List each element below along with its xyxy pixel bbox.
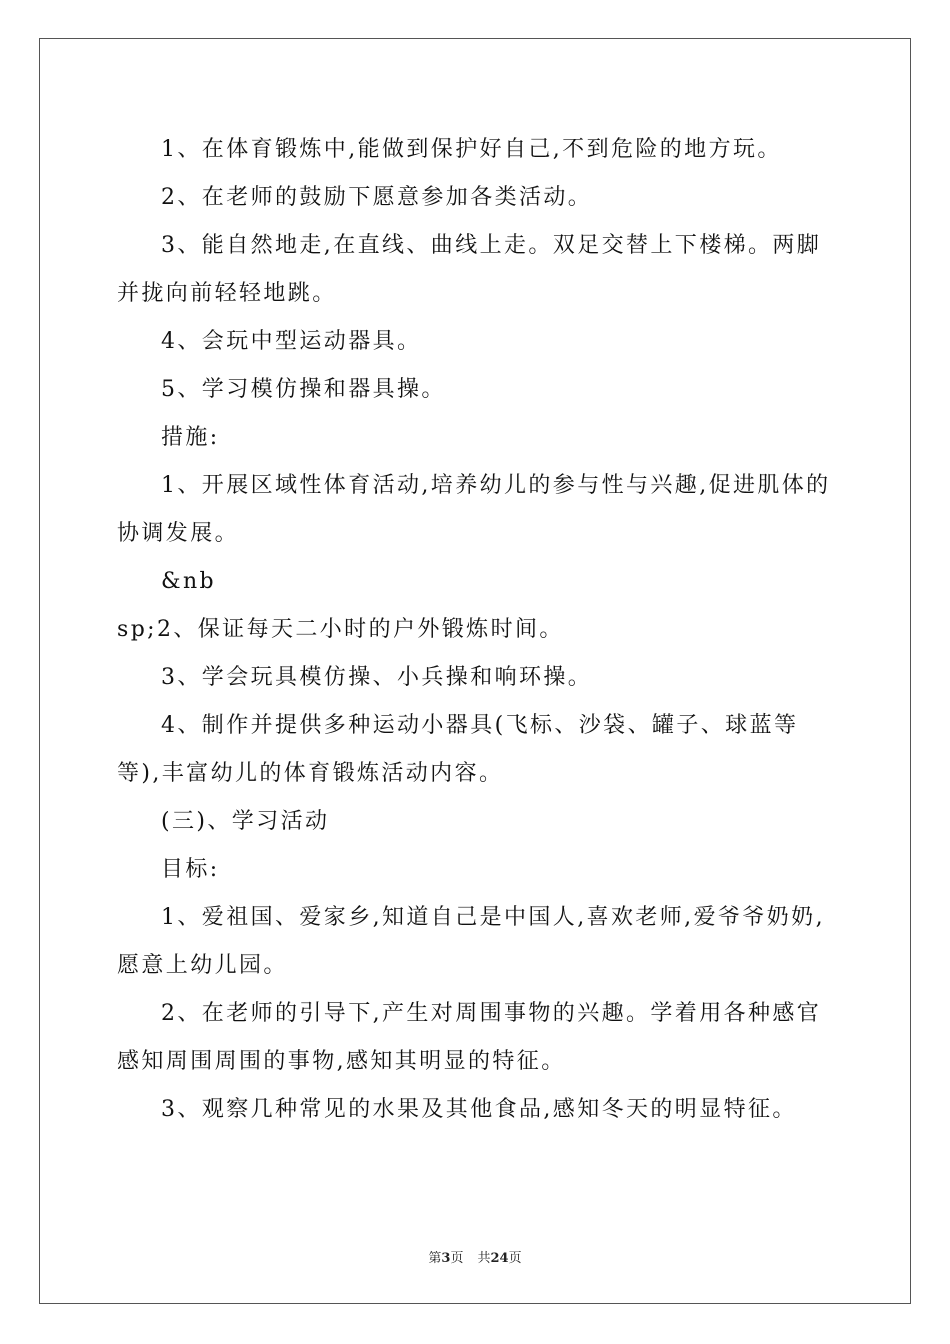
- paragraph: 3、观察几种常见的水果及其他食品,感知冬天的明显特征。: [161, 1097, 797, 1122]
- paragraph: 4、制作并提供多种运动小器具(飞标、沙袋、罐子、球蓝等等),丰富幼儿的体育锻炼活动内容。: [117, 713, 799, 786]
- paragraph: 2、在老师的引导下,产生对周围事物的兴趣。学着用各种感官感知周围周围的事物,感知其明显的特征。: [117, 1001, 822, 1074]
- paragraph: 3、能自然地走,在直线、曲线上走。双足交替上下楼梯。两脚并拢向前轻轻地跳。: [117, 233, 822, 306]
- footer-page-prefix: 第: [428, 1251, 442, 1266]
- document-body: [117, 126, 835, 1134]
- paragraph: 2、在老师的鼓励下愿意参加各类活动。: [161, 185, 593, 210]
- footer-total-pages: 24: [490, 1251, 509, 1266]
- paragraph: 4、会玩中型运动器具。: [161, 329, 422, 354]
- paragraph: 1、开展区域性体育活动,培养幼儿的参与性与兴趣,促进肌体的协调发展。: [117, 473, 831, 546]
- section-label: 目标:: [161, 857, 220, 882]
- paragraph: &nb: [161, 569, 217, 594]
- footer-page-number: 3: [441, 1251, 451, 1266]
- section-label: 措施:: [161, 425, 220, 450]
- section-heading: (三)、学习活动: [161, 809, 330, 834]
- paragraph: 1、在体育锻炼中,能做到保护好自己,不到危险的地方玩。: [161, 137, 782, 162]
- paragraph: sp;2、保证每天二小时的户外锻炼时间。: [117, 617, 564, 642]
- footer-total-prefix: 共: [477, 1251, 491, 1266]
- paragraph: 1、爱祖国、爱家乡,知道自己是中国人,喜欢老师,爱爷爷奶奶,愿意上幼儿园。: [117, 905, 825, 978]
- footer-page-suffix: 页: [450, 1251, 464, 1266]
- paragraph: 5、学习模仿操和器具操。: [161, 377, 446, 402]
- footer-total-suffix: 页: [508, 1251, 522, 1266]
- page-footer: [0, 1247, 950, 1266]
- paragraph: 3、学会玩具模仿操、小兵操和响环操。: [161, 665, 593, 690]
